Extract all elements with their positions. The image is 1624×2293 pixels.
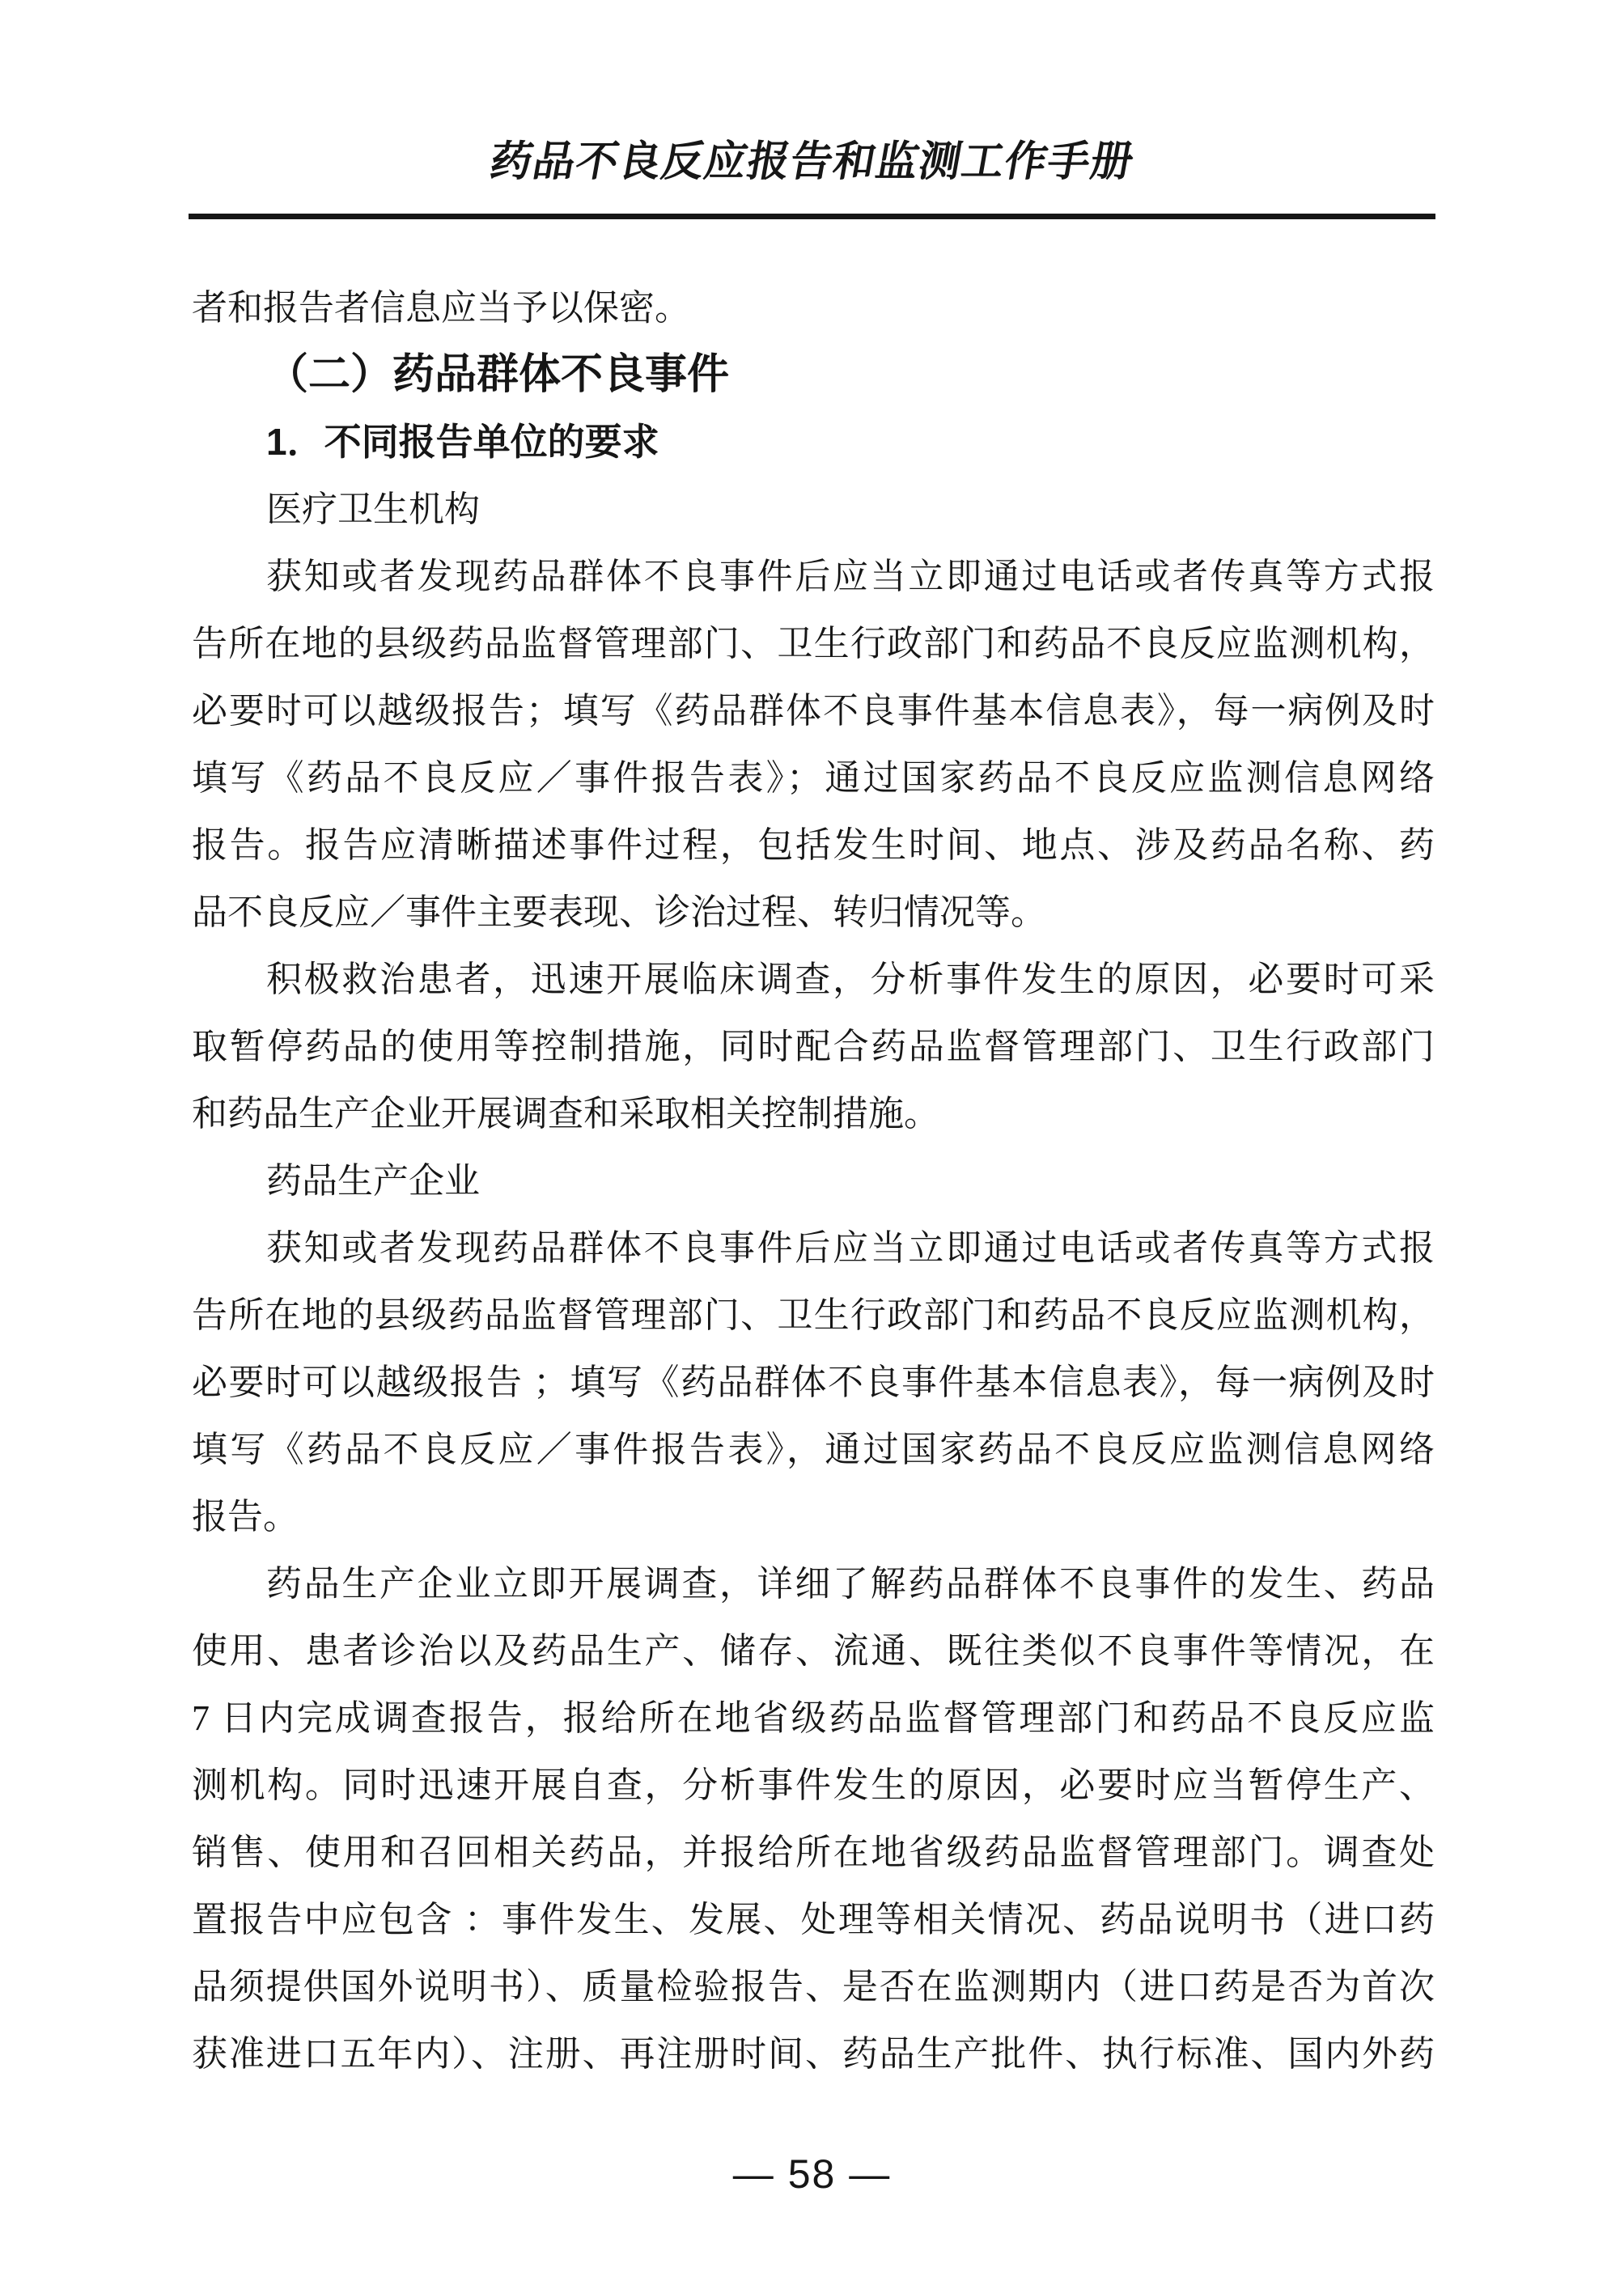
body-text-line: 填写《药品不良反应／事件报告表》，通过国家药品不良反应监测信息网络 [192,1430,1435,1469]
body-text-line: 品不良反应／事件主要表现、诊治过程、转归情况等。 [192,892,1046,932]
body-text-line: 取暂停药品的使用等控制措施，同时配合药品监督管理部门、卫生行政部门 [192,1027,1435,1066]
body-text-line: 告所在地的县级药品监督管理部门、卫生行政部门和药品不良反应监测机构， [192,1295,1435,1335]
body-text-line: 药品生产企业立即开展调查，详细了解药品群体不良事件的发生、药品 [266,1564,1435,1604]
body-text-line: 报告。 [192,1497,299,1536]
body-text-line: 积极救治患者，迅速开展临床调查，分析事件发生的原因，必要时可采 [266,960,1435,999]
body-text-line: 获知或者发现药品群体不良事件后应当立即通过电话或者传真等方式报 [266,557,1435,596]
body-text-line: 销售、使用和召回相关药品，并报给所在地省级药品监督管理部门。调查处 [192,1833,1435,1872]
page-header-title: 药品不良反应报告和监测工作手册 [486,138,1138,185]
body-text-line: 品须提供国外说明书）、质量检验报告、是否在监测期内（进口药是否为首次 [192,1967,1435,2007]
page-footer [0,2151,1624,2198]
section-heading: （二）药品群体不良事件 [266,351,730,398]
body-text-line: 7 日内完成调查报告，报给所在地省级药品监督管理部门和药品不良反应监 [192,1698,1435,1738]
body-text-line: 必要时可以越级报告 ；填写《药品群体不良事件基本信息表》，每一病例及时 [192,1363,1435,1402]
body-text-line: 测机构。同时迅速开展自查，分析事件发生的原因，必要时应当暂停生产、 [192,1765,1435,1805]
page-number: — 58 — [732,2151,892,2197]
body-text-line: 和药品生产企业开展调查和采取相关控制措施。 [192,1094,939,1134]
body-text-line: 药品生产企业 [266,1161,480,1201]
body-text-line: 填写《药品不良反应／事件报告表》；通过国家药品不良反应监测信息网络 [192,758,1435,798]
body-text-line: 告所在地的县级药品监督管理部门、卫生行政部门和药品不良反应监测机构， [192,624,1435,663]
body-text-line: 者和报告者信息应当予以保密。 [192,288,690,328]
body-text-line: 必要时可以越级报告；填写《药品群体不良事件基本信息表》，每一病例及时 [192,691,1435,731]
subsection-heading: 1．不同报告单位的要求 [266,421,659,463]
header-divider [189,214,1435,219]
page-body [192,274,1435,2087]
body-text-line: 置报告中应包含 ：事件发生、发展、处理等相关情况、药品说明书（进口药 [192,1900,1435,1939]
body-text-line: 报告。报告应清晰描述事件过程，包括发生时间、地点、涉及药品名称、药 [192,825,1435,865]
body-text-line: 获准进口五年内）、注册、再注册时间、药品生产批件、执行标准、国内外药 [192,2034,1435,2074]
body-text-line: 获知或者发现药品群体不良事件后应当立即通过电话或者传真等方式报 [266,1228,1435,1268]
body-text-line: 使用、患者诊治以及药品生产、储存、流通、既往类似不良事件等情况，在 [192,1631,1435,1671]
body-text-line: 医疗卫生机构 [266,490,480,529]
